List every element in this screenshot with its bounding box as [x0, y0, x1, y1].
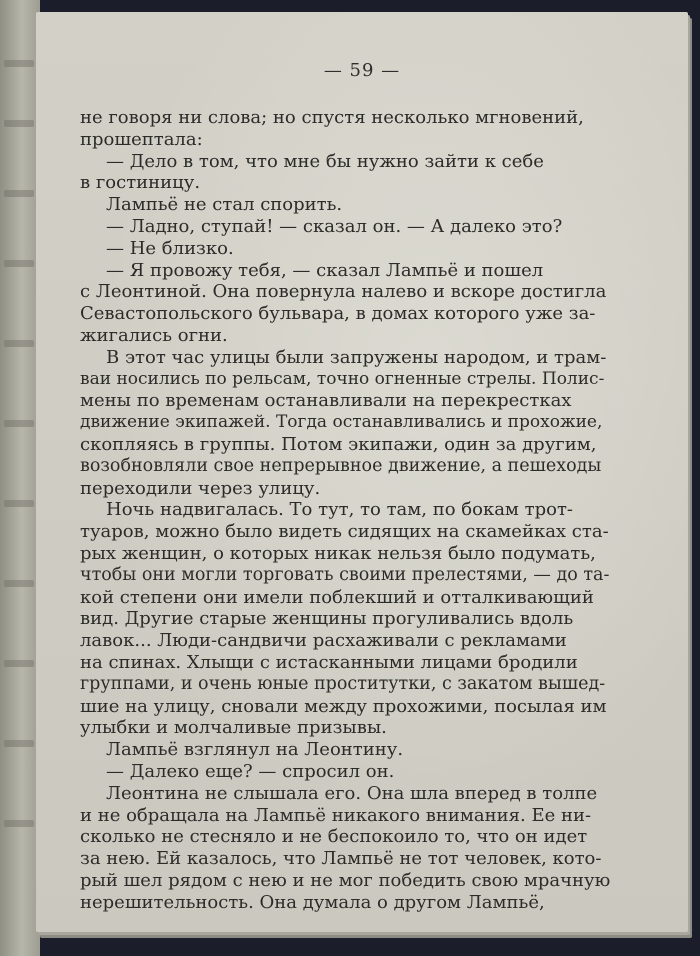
text-line: ваи носились по рельсам, точно огненные стрелы. Полис-: [80, 368, 605, 389]
text-line: — Не близко.: [106, 237, 234, 259]
facing-page-text-trace: [4, 580, 34, 587]
text-line: — Я провожу тебя, — сказал Лампьё и пошел: [106, 259, 544, 281]
text-line: — Дело в том, что мне бы нужно зайти к себе: [106, 150, 544, 172]
book-page: [36, 12, 688, 932]
text-line: лавок... Люди-сандвичи расхаживали с рекламами: [80, 630, 567, 652]
text-line: Лампьё взглянул на Леонтину.: [106, 739, 404, 761]
text-line: Севастопольского бульвара, в домах которого уже за-: [80, 303, 596, 325]
facing-page-text-trace: [4, 500, 34, 507]
text-line: движение экипажей. Тогда останавливались и прохожие,: [80, 412, 603, 433]
text-line: возобновляли свое непрерывное движение, а пешеходы: [80, 455, 602, 476]
facing-page-text-trace: [4, 260, 34, 267]
text-line: не говоря ни слова; но спустя несколько мгновений,: [80, 107, 584, 128]
text-line: кой степени они имели поблекший и отталкивающий: [80, 586, 594, 608]
text-line: улыбки и молчаливые призывы.: [80, 717, 387, 739]
text-line: чтобы они могли торговать своими прелестями, — до та-: [80, 564, 610, 585]
text-line: прошептала:: [80, 128, 203, 150]
text-line: сколько не стесняло и не беспокоило то, что он идет: [80, 826, 588, 848]
text-line: и не обращала на Лампьё никакого внимания. Ее ни-: [80, 804, 592, 826]
facing-page-text-trace: [4, 60, 34, 67]
text-line: — Далеко еще? — спросил он.: [106, 760, 395, 782]
text-line: жигались огни.: [80, 324, 228, 346]
text-line: переходили через улицу.: [80, 477, 321, 499]
text-line: мены по временам останавливали на перекрестках: [80, 390, 572, 412]
text-line: за нею. Ей казалось, что Лампьё не тот человек, кото-: [80, 848, 602, 870]
facing-page-text-trace: [4, 340, 34, 347]
facing-page-text-trace: [4, 660, 34, 667]
facing-page-text-trace: [4, 120, 34, 127]
facing-page-text-trace: [4, 420, 34, 427]
text-line: нерешительность. Она думала о другом Лампьё,: [80, 891, 545, 913]
text-line: Лампьё не стал спорить.: [106, 194, 343, 216]
text-line: скопляясь в группы. Потом экипажи, один за другим,: [80, 433, 597, 455]
facing-page-edge: [0, 0, 40, 956]
text-line: туаров, можно было видеть сидящих на скамейках ста-: [80, 521, 609, 543]
text-line: рых женщин, о которых никак нельзя было подумать,: [80, 542, 596, 564]
facing-page-text-trace: [4, 740, 34, 747]
text-line: с Леонтиной. Она повернула налево и вскоре достигла: [80, 281, 607, 303]
body-text: [80, 107, 610, 913]
text-line: рый шел рядом с нею и не мог победить свою мрачную: [80, 869, 610, 891]
text-line: В этот час улицы были запружены народом, и трам-: [106, 346, 607, 368]
text-line: в гостиницу.: [80, 172, 201, 194]
text-line: Ночь надвигалась. То тут, то там, по бокам трот-: [106, 499, 574, 521]
page-number: — 59 —: [323, 60, 401, 81]
text-line: группами, и очень юные проститутки, с закатом вышед-: [80, 673, 606, 694]
text-line: Леонтина не слышала его. Она шла вперед в толпе: [106, 782, 598, 804]
text-line: — Ладно, ступай! — сказал он. — А далеко это?: [106, 215, 563, 237]
text-line: шие на улицу, сновали между прохожими, посылая им: [80, 695, 607, 717]
facing-page-text-trace: [4, 820, 34, 827]
text-line: на спинах. Хлыщи с истасканными лицами бродили: [80, 651, 578, 673]
text-line: вид. Другие старые женщины прогуливались вдоль: [80, 608, 574, 630]
facing-page-text-trace: [4, 190, 34, 197]
